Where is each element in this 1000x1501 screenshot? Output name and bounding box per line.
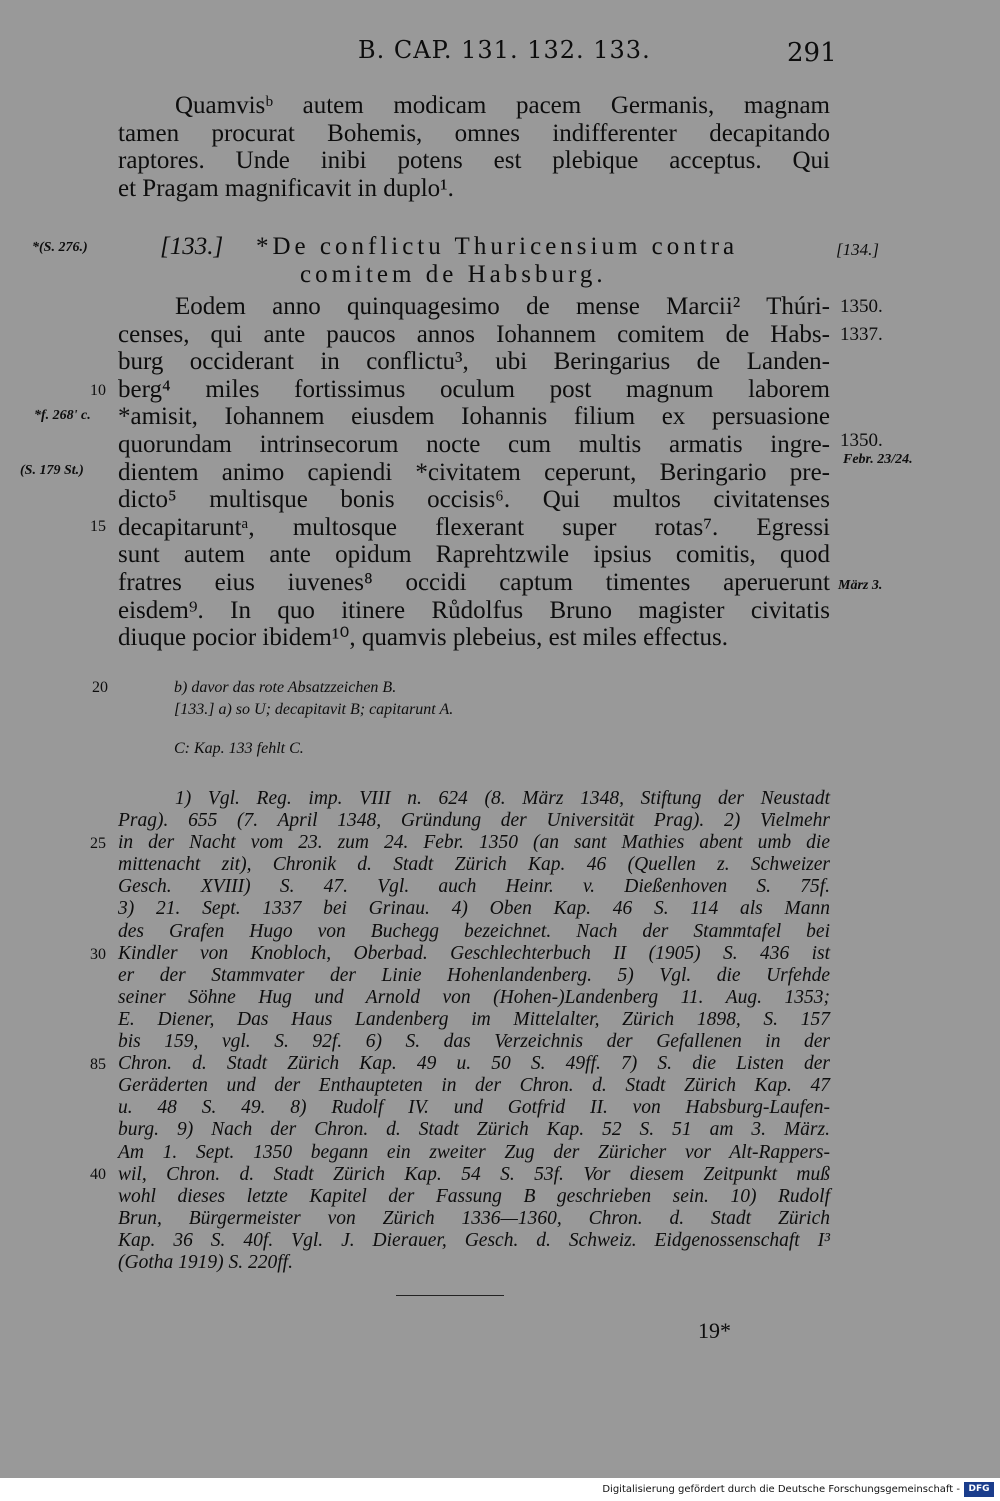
line-number: 30 [90, 946, 106, 963]
footnote-line: Kindler von Knobloch, Oberbad. Geschlechterbuch II (1905) S. 436 ist [118, 942, 830, 964]
dfg-logo: DFG [964, 1482, 994, 1497]
footnote-line: burg. 9) Nach der Chron. d. Stadt Zürich Kap. 52 S. 51 am 3. März. [118, 1119, 830, 1141]
text-line: dientem animo capiendi *civitatem ceperunt, Beringario pre- [118, 458, 830, 486]
line-number: 20 [92, 679, 108, 696]
margin-date: März 3. [838, 578, 883, 593]
footnote-line: wohl dieses letzte Kapitel der Fassung B geschrieben sein. 10) Rudolf [118, 1185, 830, 1207]
text-line: Quamvisᵇ autem modicam pacem Germanis, magnam [175, 92, 830, 119]
running-head: B. CAP. 131. 132. 133. [358, 36, 651, 64]
footnote-line: Am 1. Sept. 1350 begann ein zweiter Zug der Züricher vor Alt-Rappers- [118, 1141, 830, 1163]
text-line: decapitaruntᵃ, multosque flexerant super rotas⁷. Egressi [118, 513, 830, 541]
text-line: *amisit, Iohannem eiusdem Iohannis filium ex persuasione [118, 403, 830, 431]
footnote-line: 3) 21. Sept. 1337 bei Grinau. 4) Oben Kap. 46 S. 114 als Mann [118, 898, 830, 920]
text-line: raptores. Unde inibi potens est plebique acceptus. Qui [118, 147, 830, 175]
text-line: tamen procurat Bohemis, omnes indifferenter decapitando [118, 119, 830, 147]
footnote-line: seiner Söhne Hug und Arnold von (Hohen-)Landenberg 11. Aug. 1353; [118, 986, 830, 1008]
margin-source-ref: *(S. 276.) [32, 240, 88, 255]
paragraph-intro [118, 92, 830, 202]
margin-year: 1350. [840, 430, 883, 451]
footnote-line: Brun, Bürgermeister von Zürich 1336—1360, Chron. d. Stadt Zürich [118, 1207, 830, 1229]
signature-mark: 19* [698, 1318, 731, 1343]
footnotes [118, 788, 830, 1274]
footnote-line: (Gotha 1919) S. 220ff. [118, 1251, 293, 1273]
line-number: 15 [90, 518, 106, 535]
page-number: 291 [787, 38, 837, 68]
footnote-line: in der Nacht vom 23. zum 24. Febr. 1350 (an sant Mathies abent umb die [118, 832, 830, 854]
footnote-line: Kap. 36 S. 40f. Vgl. J. Dierauer, Gesch. d. Schweiz. Eidgenossenschaft I³ [118, 1229, 830, 1251]
margin-year: 1350. [840, 296, 883, 317]
footnote-line: des Grafen Hugo von Buchegg bezeichnet. Nach der Stammtafel bei [118, 920, 830, 942]
apparatus-line: b) davor das rote Absatzzeichen B. [174, 679, 397, 696]
footnote-line: E. Diener, Das Haus Landenberg im Mittelalter, Zürich 1898, S. 157 [118, 1008, 830, 1030]
text-line: censes, qui ante paucos annos Iohannem comitem de Habs- [118, 320, 830, 348]
footnote-line: u. 48 S. 49. 8) Rudolf IV. und Gotfrid II. von Habsburg-Laufen- [118, 1097, 830, 1119]
text-line: eisdem⁹. In quo itinere Růdolfus Bruno magister civitatis [118, 596, 830, 624]
footnote-line: Gesch. XVIII) S. 47. Vgl. auch Heinr. v. Dießenhoven S. 75f. [118, 876, 830, 898]
paragraph-main [118, 293, 830, 652]
chapter-title-line2: comitem de Habsburg. [300, 261, 607, 288]
text-line: sunt autem ante opidum Raprehtzwile ipsius comitis, quod [118, 541, 830, 569]
line-number: 10 [90, 382, 106, 399]
margin-page-ref: (S. 179 St.) [20, 463, 84, 478]
line-number: 25 [90, 835, 106, 852]
text-line: berg⁴ miles fortissimus oculum post magnum laborem [118, 375, 830, 403]
margin-folio-ref: *f. 268' c. [34, 408, 91, 423]
apparatus-line: C: Kap. 133 fehlt C. [174, 740, 304, 757]
text-line: Eodem anno quinquagesimo de mense Marcii² Thúri- [175, 293, 830, 320]
text-line: dicto⁵ multisque bonis occisis⁶. Qui multos civitatenses [118, 486, 830, 514]
footnote-line: Geräderten und der Enthaupteten in der Chron. d. Stadt Zürich Kap. 47 [118, 1075, 830, 1097]
apparatus-line: [133.] a) so U; decapitavit B; capitarunt A. [174, 701, 454, 718]
text-line: fratres eius iuvenes⁸ occidi captum timentes aperuerunt [118, 568, 830, 596]
footnote-line: wil, Chron. d. Stadt Zürich Kap. 54 S. 53f. Vor diesem Zeitpunkt muß [118, 1163, 830, 1185]
footnote-line: mittenacht zit), Chronik d. Stadt Zürich Kap. 46 (Quellen z. Schweizer [118, 854, 830, 876]
separator-rule [396, 1295, 504, 1296]
line-number: 85 [90, 1056, 106, 1073]
text-line: burg occiderant in conflictu³, ubi Beringarius de Landen- [118, 348, 830, 376]
chapter-number: [133.] [160, 233, 224, 260]
margin-date: Febr. 23/24. [843, 452, 913, 467]
line-number: 40 [90, 1166, 106, 1183]
credit-text: Digitalisierung gefördert durch die Deutsche Forschungsgemeinschaft - [602, 1484, 960, 1495]
text-line: diuque pocior ibidem¹⁰, quamvis plebeius, est miles effectus. [118, 624, 728, 652]
footnote-line: er der Stammvater der Linie Hohenlandenberg. 5) Vgl. die Urfehde [118, 964, 830, 986]
footnote-line: Chron. d. Stadt Zürich Kap. 49 u. 50 S. 49ff. 7) S. die Listen der [118, 1053, 830, 1075]
chapter-title-line1: *De conflictu Thuricensium contra [256, 233, 739, 260]
text-line: et Pragam magnificavit in duplo¹. [118, 174, 454, 202]
text-line: quorundam intrinsecorum nocte cum multis armatis ingre- [118, 430, 830, 458]
margin-chapter-ref: [134.] [836, 240, 879, 259]
footnote-line: 1) Vgl. Reg. imp. VIII n. 624 (8. März 1348, Stiftung der Neustadt [175, 788, 830, 809]
margin-year: 1337. [840, 324, 883, 345]
footnote-line: Prag). 655 (7. April 1348, Gründung der Universität Prag). 2) Vielmehr [118, 810, 830, 832]
footnote-line: bis 159, vgl. S. 92f. 6) S. das Verzeichnis der Gefallenen in der [118, 1031, 830, 1053]
